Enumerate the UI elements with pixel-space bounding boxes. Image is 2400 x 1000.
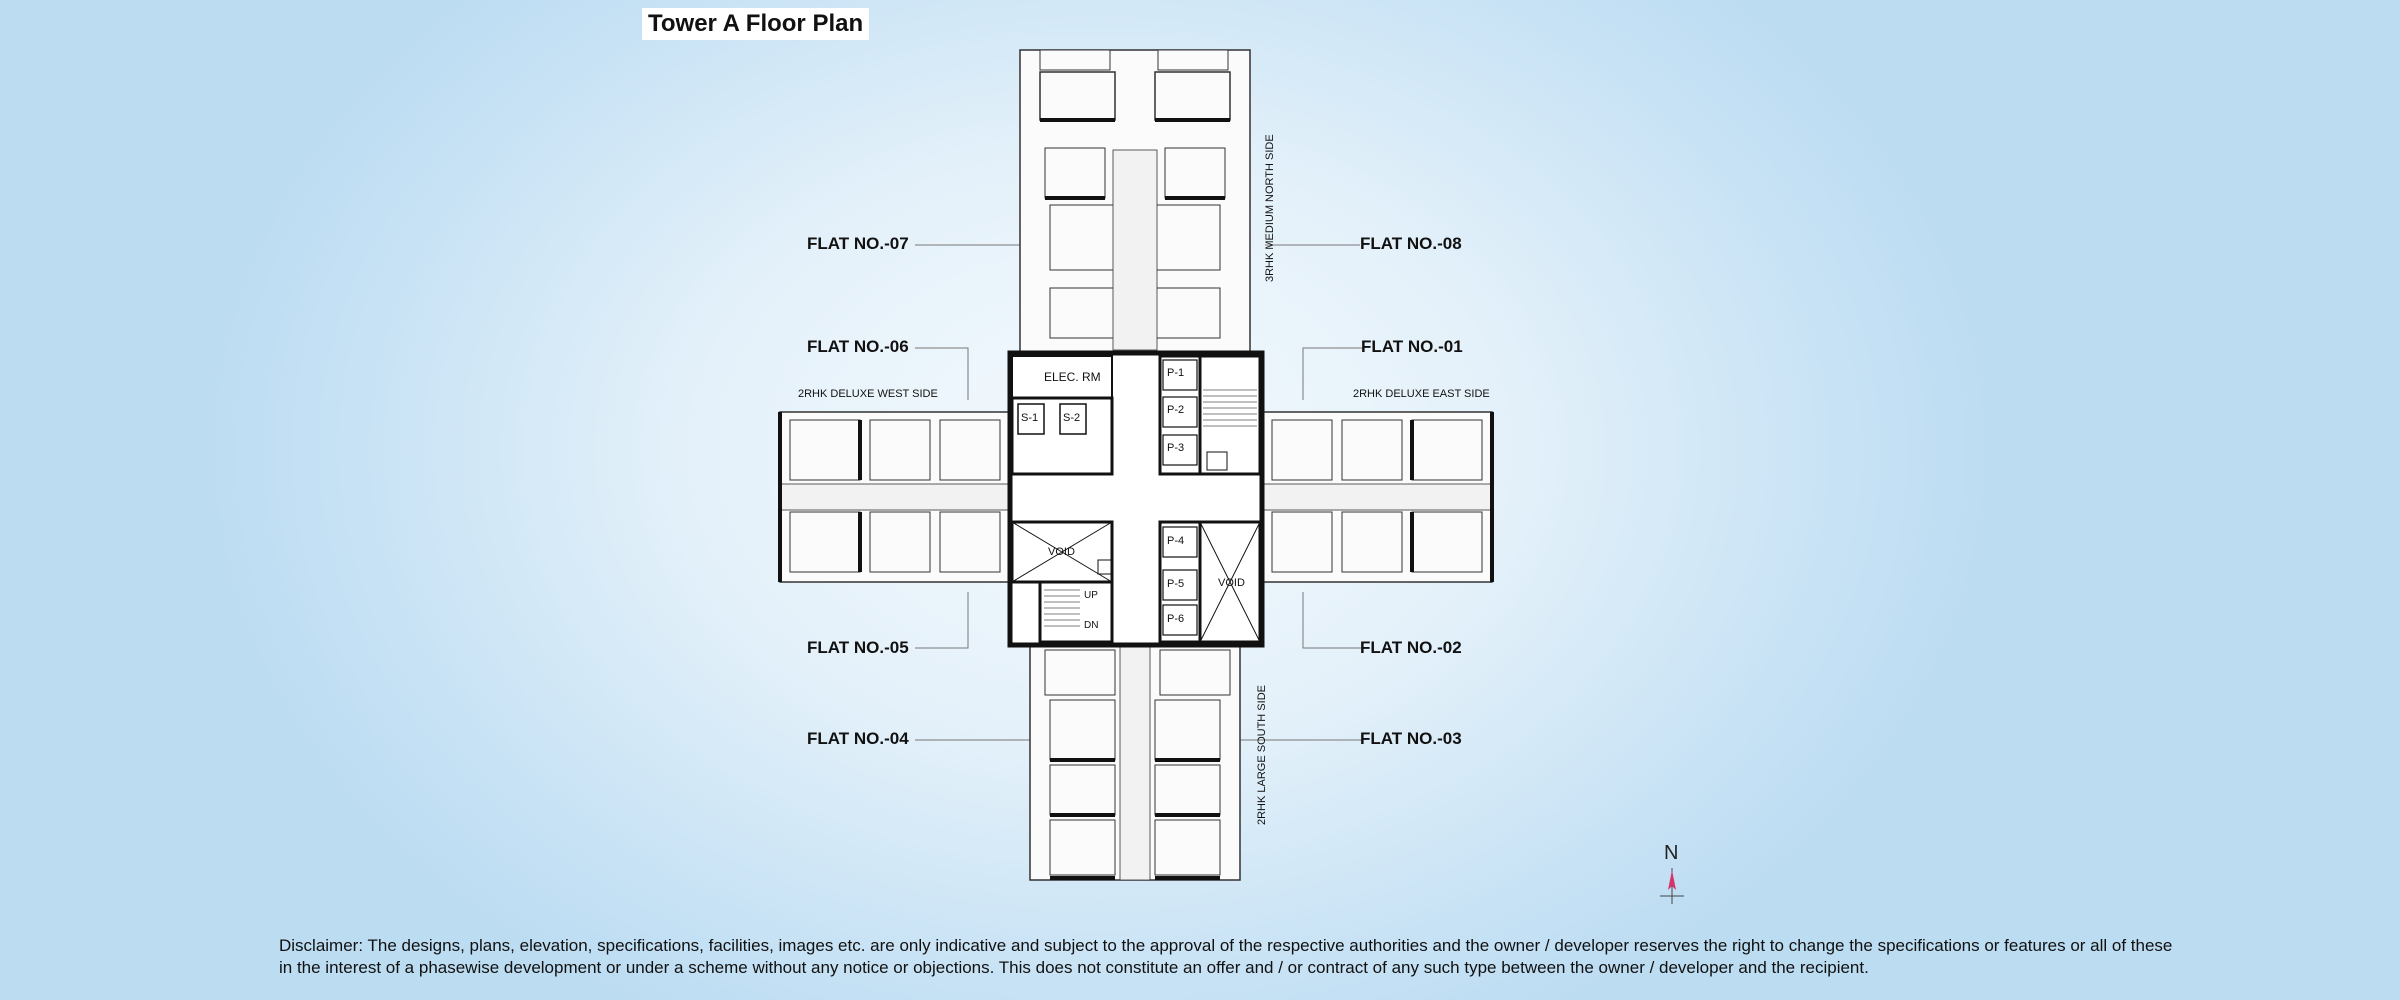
south-side-label: 2RHK LARGE SOUTH SIDE — [1256, 685, 1268, 825]
north-arrow-icon — [1658, 842, 1688, 912]
stair-up-label: UP — [1084, 590, 1098, 601]
north-compass — [1658, 842, 1688, 912]
flat-07-label: FLAT NO.-07 — [807, 234, 909, 253]
flat-04-label: FLAT NO.-04 — [807, 729, 909, 748]
west-side-label: 2RHK DELUXE WEST SIDE — [798, 388, 938, 400]
void-right-label: VOID — [1218, 577, 1245, 589]
disclaimer-text: Disclaimer: The designs, plans, elevation, specifications, facilities, images etc. are only indicative and subject to the approval of the respective authorities and the owner / developer reserves the right to change the specifications or features or all of these in the interest of a phasewise development or under a scheme without any notice or objections. This does not constitute an offer and / or contract of any such type between the owner / developer and the recipient. — [279, 936, 2173, 977]
lift-p3-label: P-3 — [1167, 442, 1185, 454]
page-title: Tower A Floor Plan — [642, 8, 869, 40]
flat-06-label: FLAT NO.-06 — [807, 337, 909, 356]
lift-p1-label: P-1 — [1167, 367, 1185, 379]
lift-p2-label: P-2 — [1167, 404, 1185, 416]
elec-room-label: ELEC. RM — [1044, 370, 1101, 384]
void-left-label: VOID — [1048, 546, 1075, 558]
flat-05-label: FLAT NO.-05 — [807, 638, 909, 657]
north-side-label: 3RHK MEDIUM NORTH SIDE — [1264, 134, 1276, 282]
shaft-s2-label: S-2 — [1063, 412, 1081, 424]
lift-p6-label: P-6 — [1167, 613, 1185, 625]
lift-p5-label: P-5 — [1167, 578, 1185, 590]
flat-08-label: FLAT NO.-08 — [1360, 234, 1462, 253]
lift-p4-label: P-4 — [1167, 535, 1185, 547]
central-core — [1010, 353, 1262, 645]
flat-01-label: FLAT NO.-01 — [1361, 337, 1463, 356]
stair-down-label: DN — [1084, 620, 1099, 631]
south-wing — [1030, 645, 1240, 880]
shaft-s1-label: S-1 — [1021, 412, 1039, 424]
west-wing — [780, 412, 1010, 582]
north-letter: N — [1664, 842, 1679, 864]
east-wing — [1262, 412, 1492, 582]
flat-03-label: FLAT NO.-03 — [1360, 729, 1462, 748]
north-wing — [1020, 50, 1250, 355]
flat-02-label: FLAT NO.-02 — [1360, 638, 1462, 657]
east-side-label: 2RHK DELUXE EAST SIDE — [1353, 388, 1490, 400]
